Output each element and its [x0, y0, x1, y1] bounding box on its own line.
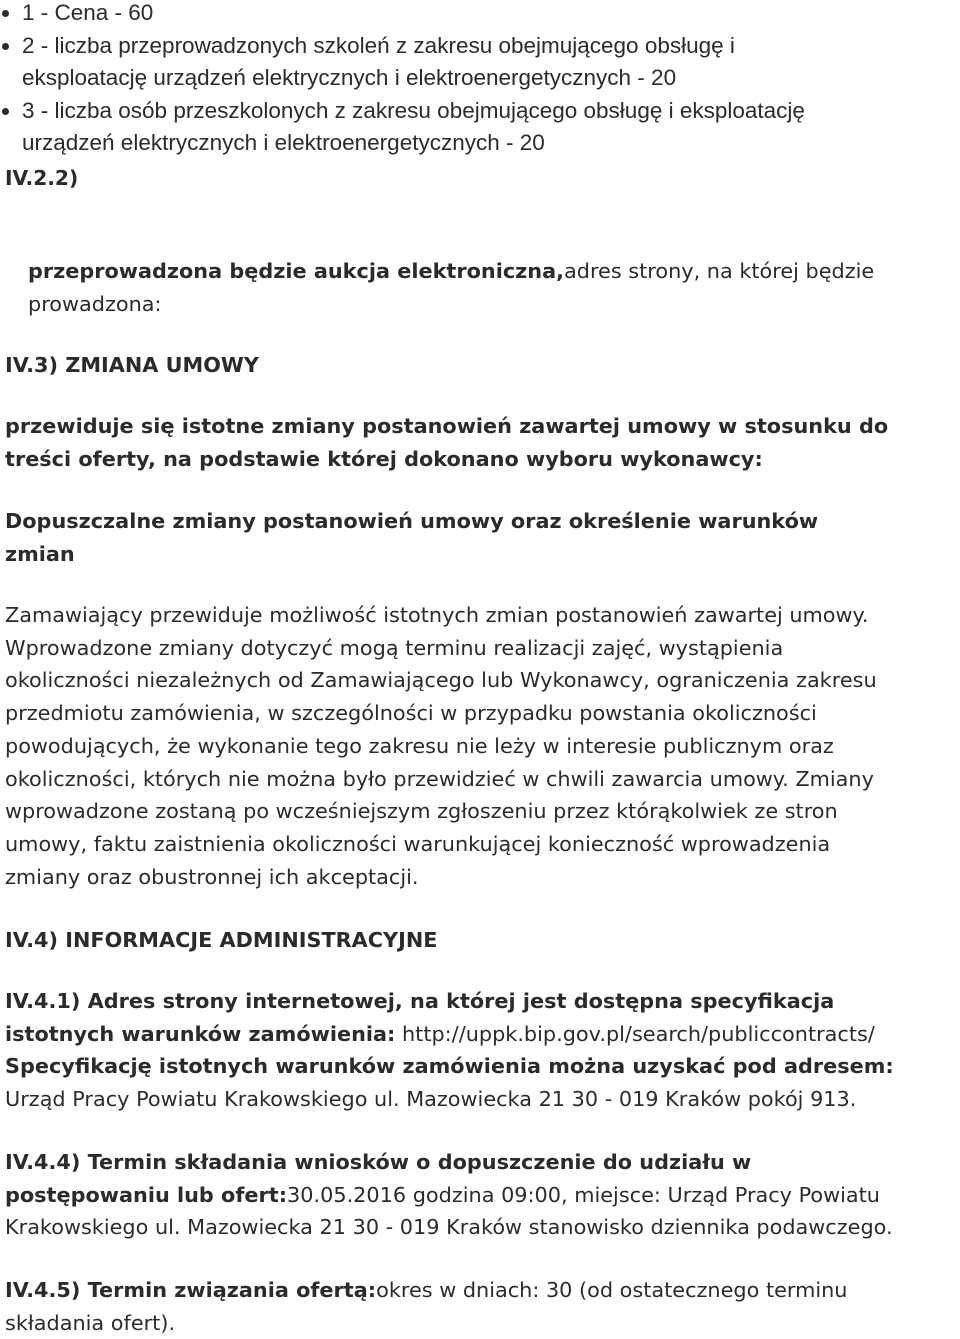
spec-label: istotnych warunków zamówienia:	[5, 1021, 396, 1046]
criteria-text: urządzeń elektrycznych i elektroenergetycznych - 20	[22, 130, 545, 155]
paragraph-line: przedmiotu zamówienia, w szczególności w przypadku powstania okoliczności	[5, 701, 817, 726]
spec-label: Specyfikację istotnych warunków zamówienia można uzyskać pod adresem:	[5, 1054, 894, 1079]
offer-binding-block	[5, 1274, 955, 1339]
allowed-changes-heading	[5, 505, 955, 570]
subheading-line: Dopuszczalne zmiany postanowień umowy oraz określenie warunków	[5, 509, 819, 533]
criteria-item	[0, 30, 940, 95]
criteria-text: 3 - liczba osób przeszkolonych z zakresu obejmującego obsługę i eksploatację	[22, 97, 805, 123]
binding-value: składania ofert).	[5, 1310, 176, 1335]
paragraph-line: Zamawiający przewiduje możliwość istotnych zmian postanowień zawartej umowy.	[5, 603, 869, 627]
auction-text: adres strony, na której będzie	[564, 259, 875, 283]
criteria-text: eksploatację urządzeń elektrycznych i elektroenergetycznych - 20	[22, 65, 677, 90]
paragraph-line: wprowadzone zostaną po wcześniejszym zgłoszeniu przez którąkolwiek ze stron	[5, 799, 838, 824]
binding-label: IV.4.5) Termin związania ofertą:	[5, 1278, 377, 1302]
paragraph-line: zmiany oraz obustronnej ich akceptacji.	[5, 864, 419, 889]
paragraph-line: okoliczności niezależnych od Zamawiającego lub Wykonawcy, ograniczenia zakresu	[5, 668, 877, 693]
criteria-item	[0, 95, 940, 160]
deadline-value: Krakowskiego ul. Mazowiecka 21 30 - 019 Kraków stanowisko dziennika podawczego.	[5, 1215, 893, 1240]
criteria-text: 2 - liczba przeprowadzonych szkoleń z zakresu obejmującego obsługę i	[22, 32, 735, 58]
deadline-label: IV.4.4) Termin składania wniosków o dopuszczenie do udziału w	[5, 1150, 752, 1174]
paragraph-line: umowy, faktu zaistnienia okoliczności warunkującej konieczność wprowadzenia	[5, 831, 831, 856]
binding-value: okres w dniach: 30 (od ostatecznego terminu	[376, 1278, 848, 1302]
auction-label: przeprowadzona będzie aukcja elektroniczna,	[28, 259, 565, 283]
submission-deadline-block	[5, 1146, 955, 1244]
paragraph-line: Wprowadzone zmiany dotyczyć mogą terminu realizacji zajęć, wystąpienia	[5, 635, 784, 660]
section-heading-iv22: IV.2.2)	[5, 166, 79, 190]
lead-line: przewiduje się istotne zmiany postanowień zawartej umowy w stosunku do	[5, 414, 889, 438]
spec-address: Urząd Pracy Powiatu Krakowskiego ul. Mazowiecka 21 30 - 019 Kraków pokój 913.	[5, 1087, 857, 1112]
deadline-value: 30.05.2016 godzina 09:00, miejsce: Urząd Pracy Powiatu	[287, 1182, 880, 1207]
auction-text: prowadzona:	[28, 291, 162, 316]
auction-info	[28, 255, 953, 320]
lead-line: treści oferty, na podstawie której dokonano wyboru wykonawcy:	[5, 446, 763, 471]
section-heading-iv3: IV.3) ZMIANA UMOWY	[5, 353, 259, 377]
paragraph-line: okoliczności, których nie można było przewidzieć w chwili zawarcia umowy. Zmiany	[5, 766, 874, 791]
contract-change-paragraph	[5, 599, 955, 893]
criteria-text: 1 - Cena - 60	[22, 0, 154, 25]
section-heading-iv4: IV.4) INFORMACJE ADMINISTRACYJNE	[5, 928, 438, 952]
subheading-line: zmian	[5, 541, 75, 566]
contract-change-lead	[5, 410, 955, 475]
deadline-label: postępowaniu lub ofert:	[5, 1182, 288, 1207]
spec-url: http://uppk.bip.gov.pl/search/publiccontracts/	[395, 1021, 875, 1046]
paragraph-line: powodujących, że wykonanie tego zakresu nie leży w interesie publicznym oraz	[5, 733, 834, 758]
specification-address-block	[5, 985, 955, 1116]
award-criteria-list	[0, 0, 940, 160]
spec-label: IV.4.1) Adres strony internetowej, na której jest dostępna specyfikacja	[5, 989, 835, 1013]
criteria-item	[0, 0, 940, 30]
